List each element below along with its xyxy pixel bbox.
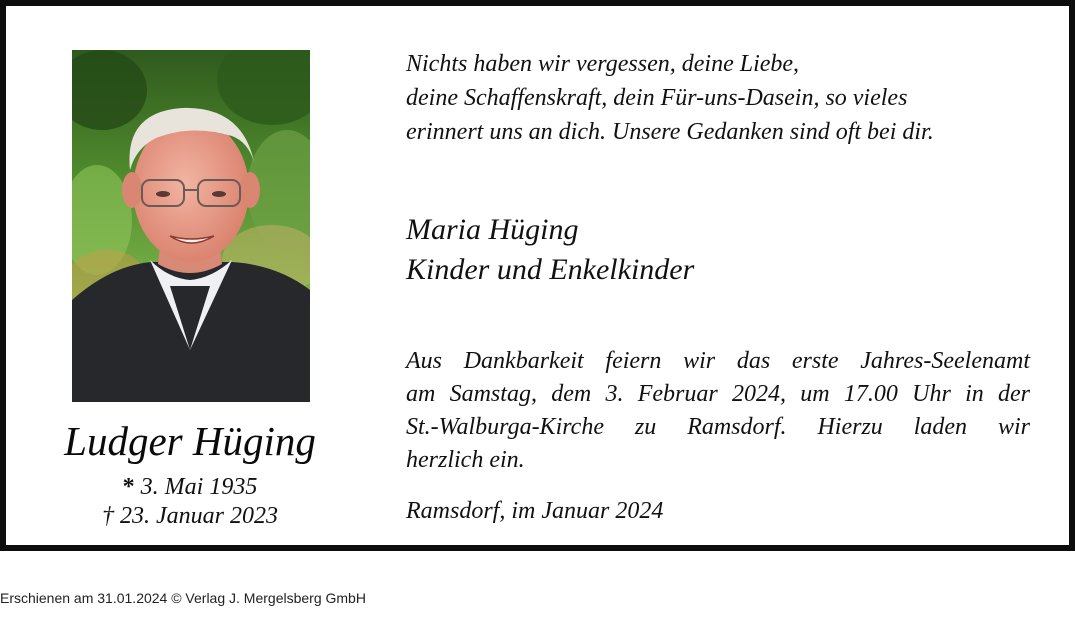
death-date-line	[6, 501, 374, 531]
invitation-line: am Samstag, dem 3. Februar 2024, um 17.00 Uhr in der	[406, 381, 1030, 407]
invitation-text	[406, 345, 1030, 477]
birth-date-line	[6, 472, 374, 502]
quote-line: Nichts haben wir vergessen, deine Liebe,	[406, 51, 800, 77]
death-cross-icon: †	[102, 503, 114, 529]
invitation-line: Aus Dankbarkeit feiern wir das erste Jahres-Seelenamt	[406, 348, 1030, 374]
quote-line: deine Schaffenskraft, dein Für-uns-Dasein, so vieles	[406, 85, 908, 111]
family-signature	[406, 210, 1046, 290]
family-line: Kinder und Enkelkinder	[406, 253, 695, 286]
birth-star-icon: *	[122, 474, 135, 500]
memorial-quote	[406, 47, 1046, 149]
deceased-name: Ludger Hüging	[64, 418, 316, 464]
birth-date: 3. Mai 1935	[140, 474, 258, 500]
publication-footer: Erschienen am 31.01.2024 © Verlag J. Mergelsberg GmbH	[0, 590, 366, 606]
invitation-line: St.-Walburga-Kirche zu Ramsdorf. Hierzu laden wir	[406, 414, 1030, 440]
family-line: Maria Hüging	[406, 213, 579, 246]
place-date: Ramsdorf, im Januar 2024	[406, 498, 664, 524]
death-date: 23. Januar 2023	[120, 503, 278, 529]
portrait-photo	[72, 50, 310, 402]
invitation-line: herzlich ein.	[406, 447, 525, 473]
quote-line: erinnert uns an dich. Unsere Gedanken sind oft bei dir.	[406, 119, 934, 145]
